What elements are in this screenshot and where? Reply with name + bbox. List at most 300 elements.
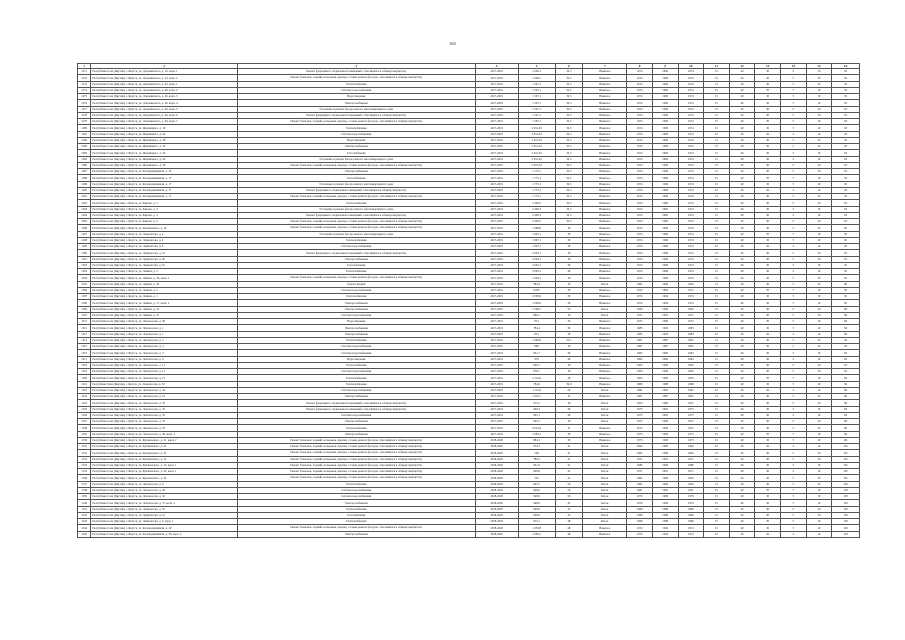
cell-row-index: 1345 (78, 531, 91, 537)
cell-area: 2 409,3 (518, 219, 555, 225)
cell-year-built: 1972 (627, 531, 653, 537)
cell-val-12: 40 (729, 412, 755, 418)
cell-period: 2017-2019 (475, 225, 518, 231)
cell-wear: 31 (555, 425, 583, 431)
registry-table (77, 63, 860, 538)
cell-wear: 39 (555, 419, 583, 425)
cell-val-12: 40 (729, 444, 755, 450)
cell-area: 2 631,29 (518, 150, 555, 156)
cell-area: 1 009,6 (518, 300, 555, 306)
cell-row-index: 1343 (78, 519, 91, 525)
cell-val-12: 40 (729, 337, 755, 343)
cell-val-11: 15 (704, 87, 730, 93)
cell-val-16: 93 (832, 169, 860, 175)
cell-year-repair: 1983 (652, 137, 678, 143)
cell-period: 2017-2019 (475, 425, 518, 431)
cell-val-14: 5 (780, 375, 806, 381)
cell-val-13: 30 (755, 500, 781, 506)
cell-address: Республика Саха (Якутия), г. Якутск, ул. Ленина, д. 30, корп. 2 (91, 275, 238, 281)
cell-row-index: 1307 (78, 294, 91, 300)
cell-val-15: 10 (806, 275, 832, 281)
column-number: 2 (91, 64, 238, 69)
cell-year-a: 1962 (678, 450, 704, 456)
cell-val-12: 40 (729, 206, 755, 212)
cell-year-built: 1972 (627, 525, 653, 531)
cell-val-14: 5 (780, 500, 806, 506)
cell-val-14: 5 (780, 75, 806, 81)
cell-val-15: 10 (806, 356, 832, 362)
cell-val-14: 5 (780, 412, 806, 418)
cell-area: 2 009,6 (518, 294, 555, 300)
cell-address: Республика Саха (Якутия), г. Якутск, ул. Дзержинского, д. 46, корп. 2 (91, 87, 238, 93)
cell-area: 9 697 (518, 287, 555, 293)
cell-wall-material: Нежилое (583, 319, 627, 325)
cell-area: 786,3 (518, 456, 555, 462)
cell-val-14: 5 (780, 344, 806, 350)
cell-val-13: 30 (755, 450, 781, 456)
cell-val-11: 15 (704, 512, 730, 518)
cell-work-type: Теплоснабжение (237, 294, 475, 300)
cell-val-15: 10 (806, 500, 832, 506)
cell-address: Республика Саха (Якутия), г. Якутск, ул. Дзержинского, д. 46, корп. 6 (91, 112, 238, 118)
cell-address: Республика Саха (Якутия), г. Якутск, ул. Ломоносова, д. 15 (91, 394, 238, 400)
cell-val-15: 10 (806, 69, 832, 75)
cell-year-a: 1979 (678, 494, 704, 500)
cell-year-built: 1974 (627, 244, 653, 250)
cell-val-14: 5 (780, 525, 806, 531)
cell-val-16: 93 (832, 175, 860, 181)
cell-period: 2017-2019 (475, 356, 518, 362)
cell-year-a: 1974 (678, 256, 704, 262)
cell-val-16: 95 (832, 231, 860, 237)
cell-year-a: 1974 (678, 225, 704, 231)
cell-year-a: 1974 (678, 275, 704, 281)
cell-val-15: 10 (806, 294, 832, 300)
cell-val-12: 40 (729, 519, 755, 525)
cell-val-12: 40 (729, 112, 755, 118)
cell-area: 784,4 (518, 325, 555, 331)
cell-val-15: 10 (806, 156, 832, 162)
cell-row-index: 1285 (78, 156, 91, 162)
cell-period: 2017-2019 (475, 281, 518, 287)
cell-year-built: 1968 (627, 381, 653, 387)
cell-val-11: 15 (704, 337, 730, 343)
cell-area: 1 597,1 (518, 81, 555, 87)
cell-wall-material: Нежилое (583, 425, 627, 431)
cell-val-13: 30 (755, 144, 781, 150)
cell-year-repair: 1988 (652, 381, 678, 387)
cell-row-index: 1276 (78, 100, 91, 106)
cell-address: Республика Саха (Якутия), г. Якутск, ул. Ломоносова, д. 35 (91, 425, 238, 431)
cell-val-15: 10 (806, 162, 832, 168)
cell-work-type: Электроснабжение (237, 306, 475, 312)
cell-val-16: 103 (832, 531, 860, 537)
cell-work-type: Ремонт балконов, лоджий, козырьков, крылец, а также ремонт фасадов, относящихся к общему имуществу (237, 437, 475, 443)
cell-val-12: 40 (729, 94, 755, 100)
cell-year-a: 1974 (678, 194, 704, 200)
cell-val-13: 30 (755, 112, 781, 118)
cell-period: 2017-2019 (475, 100, 518, 106)
cell-val-11: 15 (704, 356, 730, 362)
cell-val-11: 15 (704, 450, 730, 456)
cell-val-11: 15 (704, 125, 730, 131)
cell-row-index: 1310 (78, 312, 91, 318)
cell-row-index: 1312 (78, 325, 91, 331)
cell-work-type: Теплоснабжение (237, 519, 475, 525)
cell-area: 1 597,1 (518, 112, 555, 118)
cell-row-index: 1321 (78, 381, 91, 387)
cell-year-built: 1974 (627, 237, 653, 243)
cell-period: 2017-2019 (475, 200, 518, 206)
cell-val-14: 5 (780, 369, 806, 375)
cell-wall-material: Нежилое (583, 100, 627, 106)
cell-year-repair: 1983 (652, 144, 678, 150)
cell-period: 2017-2019 (475, 331, 518, 337)
cell-wear: 39 (555, 350, 583, 356)
cell-val-12: 40 (729, 356, 755, 362)
cell-wear: 39 (555, 344, 583, 350)
cell-wear: 32,5 (555, 137, 583, 143)
cell-val-12: 40 (729, 469, 755, 475)
cell-address: Республика Саха (Якутия), г. Якутск, ул. Ленина, д. 41 (91, 312, 238, 318)
cell-val-16: 92 (832, 362, 860, 368)
cell-val-13: 30 (755, 225, 781, 231)
cell-val-13: 30 (755, 444, 781, 450)
cell-val-16: 93 (832, 200, 860, 206)
cell-area: 1 096,1 (518, 75, 555, 81)
cell-year-a: 1971 (678, 312, 704, 318)
cell-work-type: Теплоснабжение (237, 362, 475, 368)
cell-val-12: 40 (729, 225, 755, 231)
cell-period: 2017-2019 (475, 237, 518, 243)
cell-val-14: 5 (780, 269, 806, 275)
cell-val-16: 93 (832, 137, 860, 143)
cell-wear: 48 (555, 525, 583, 531)
cell-address: Республика Саха (Якутия), г. Якутск, ул. Ломоносова, д. 35 (91, 400, 238, 406)
cell-year-a: 1962 (678, 481, 704, 487)
cell-val-11: 15 (704, 219, 730, 225)
cell-val-14: 5 (780, 206, 806, 212)
cell-year-a: 1974 (678, 81, 704, 87)
cell-period: 2017-2019 (475, 137, 518, 143)
cell-val-11: 15 (704, 256, 730, 262)
cell-year-a: 1974 (678, 156, 704, 162)
cell-val-16: 101 (832, 444, 860, 450)
cell-work-type: Теплоснабжение (237, 237, 475, 243)
cell-val-16: 84 (832, 381, 860, 387)
cell-wall-material: Нежилое (583, 131, 627, 137)
cell-year-repair: 1993 (652, 325, 678, 331)
cell-period: 2018-2020 (475, 512, 518, 518)
cell-period: 2017-2019 (475, 150, 518, 156)
cell-wall-material: Нежилое (583, 144, 627, 150)
cell-val-15: 10 (806, 362, 832, 368)
cell-work-type: Утепление и ремонт фасада жилого многоквартирного дома (237, 231, 475, 237)
cell-area: 2 003,1 (518, 262, 555, 268)
cell-address: Республика Саха (Якутия), г. Якутск, ул. Кирова, д. 3 (91, 200, 238, 206)
cell-val-14: 5 (780, 325, 806, 331)
cell-year-built: 1983 (627, 325, 653, 331)
cell-year-a: 1974 (678, 250, 704, 256)
cell-year-repair: 1982 (652, 319, 678, 325)
cell-wear: 48 (555, 519, 583, 525)
cell-val-13: 30 (755, 469, 781, 475)
cell-val-11: 15 (704, 500, 730, 506)
cell-val-13: 30 (755, 219, 781, 225)
cell-wear: 41 (555, 469, 583, 475)
cell-area: 2 631,29 (518, 144, 555, 150)
cell-period: 2017-2019 (475, 431, 518, 437)
cell-wear: 48 (555, 531, 583, 537)
cell-year-a: 1974 (678, 219, 704, 225)
cell-val-11: 15 (704, 506, 730, 512)
cell-year-built: 1979 (627, 494, 653, 500)
cell-val-16: 93 (832, 187, 860, 193)
cell-year-repair: 1982 (652, 112, 678, 118)
cell-val-12: 40 (729, 194, 755, 200)
cell-val-16: 95 (832, 250, 860, 256)
cell-val-14: 5 (780, 456, 806, 462)
cell-val-14: 5 (780, 231, 806, 237)
cell-val-12: 40 (729, 506, 755, 512)
cell-period: 2017-2019 (475, 162, 518, 168)
cell-period: 2018-2020 (475, 519, 518, 525)
cell-year-built: 1975 (627, 406, 653, 412)
cell-year-built: 1974 (627, 256, 653, 262)
cell-wall-material: Нежилое (583, 162, 627, 168)
cell-work-type: Ремонт балконов, лоджий, козырьков, крылец, а также ремонт фасадов, относящихся к общему имуществу (237, 525, 475, 531)
cell-year-built: 1962 (627, 481, 653, 487)
cell-year-repair: 1995 (652, 406, 678, 412)
cell-year-built: 1974 (627, 137, 653, 143)
cell-address: Республика Саха (Якутия), г. Якутск, ул. Каландаришвили, д. 17 (91, 175, 238, 181)
cell-row-index: 1326 (78, 412, 91, 418)
cell-wall-material: Нежилое (583, 256, 627, 262)
cell-area: 876 (518, 356, 555, 362)
cell-wear: 32,5 (555, 219, 583, 225)
cell-row-index: 1334 (78, 462, 91, 468)
cell-work-type: Электроснабжение (237, 331, 475, 337)
cell-work-type: Электроснабжение (237, 419, 475, 425)
cell-year-a: 1965 (678, 350, 704, 356)
cell-wear: 32,5 (555, 194, 583, 200)
cell-row-index: 1341 (78, 506, 91, 512)
cell-area: 1 597,1 (518, 94, 555, 100)
cell-period: 2017-2019 (475, 262, 518, 268)
cell-val-14: 5 (780, 319, 806, 325)
cell-year-repair: 1985 (652, 400, 678, 406)
cell-year-built: 1961 (627, 487, 653, 493)
cell-period: 2017-2019 (475, 275, 518, 281)
cell-address: Республика Саха (Якутия), г. Якутск, ул. Жорницкого, д. 30 (91, 144, 238, 150)
cell-row-index: 1311 (78, 319, 91, 325)
cell-wall-material: Нежилое (583, 287, 627, 293)
cell-val-13: 30 (755, 525, 781, 531)
cell-val-12: 40 (729, 425, 755, 431)
cell-val-14: 5 (780, 187, 806, 193)
cell-row-index: 1336 (78, 475, 91, 481)
cell-val-13: 30 (755, 400, 781, 406)
cell-work-type: Теплоснабжение (237, 375, 475, 381)
cell-wall-material: Бетон (583, 406, 627, 412)
cell-val-13: 30 (755, 94, 781, 100)
cell-work-type: Ремонт фундамента, подвальных помещений, относящихся к общему имуществу (237, 187, 475, 193)
cell-wall-material: Нежилое (583, 206, 627, 212)
cell-period: 2018-2020 (475, 437, 518, 443)
cell-val-15: 10 (806, 300, 832, 306)
cell-wall-material: Нежилое (583, 219, 627, 225)
cell-address: Республика Саха (Якутия), г. Якутск, ул. Ломоносова, д. 35 (91, 406, 238, 412)
cell-year-a: 1974 (678, 87, 704, 93)
cell-year-built: 1974 (627, 94, 653, 100)
cell-val-11: 15 (704, 175, 730, 181)
cell-val-15: 10 (806, 137, 832, 143)
cell-year-built: 1963 (627, 362, 653, 368)
cell-val-13: 30 (755, 337, 781, 343)
cell-val-11: 15 (704, 437, 730, 443)
cell-val-12: 40 (729, 156, 755, 162)
cell-val-16: 95 (832, 269, 860, 275)
cell-val-13: 30 (755, 425, 781, 431)
cell-year-built: 1973 (627, 437, 653, 443)
table-body (78, 69, 860, 538)
cell-year-repair: 1996 (652, 244, 678, 250)
cell-val-11: 15 (704, 462, 730, 468)
cell-area: 1 009,6 (518, 337, 555, 343)
cell-wall-material: Нежилое (583, 75, 627, 81)
cell-work-type: Водоотведение (237, 356, 475, 362)
cell-val-16: 84 (832, 319, 860, 325)
cell-val-11: 15 (704, 287, 730, 293)
cell-wear: 32,5 (555, 131, 583, 137)
cell-row-index: 1308 (78, 300, 91, 306)
cell-wall-material: Нежилое (583, 269, 627, 275)
cell-year-built: 1974 (627, 162, 653, 168)
cell-year-built: 1979 (627, 500, 653, 506)
cell-period: 2017-2019 (475, 406, 518, 412)
cell-year-a: 1971 (678, 456, 704, 462)
cell-year-a: 1967 (678, 337, 704, 343)
cell-val-13: 30 (755, 362, 781, 368)
cell-year-a: 1972 (678, 287, 704, 293)
cell-wear: 39 (555, 437, 583, 443)
cell-wall-material: Нежилое (583, 69, 627, 75)
cell-val-15: 10 (806, 269, 832, 275)
cell-period: 2017-2019 (475, 212, 518, 218)
cell-wear: 32,5 (555, 175, 583, 181)
cell-wall-material: Нежилое (583, 300, 627, 306)
cell-address: Республика Саха (Якутия), г. Якутск, ул. Кулаковского, д. 21, корп. 2 (91, 437, 238, 443)
cell-val-13: 30 (755, 156, 781, 162)
cell-val-11: 15 (704, 144, 730, 150)
cell-val-16: 93 (832, 212, 860, 218)
cell-year-built: 1971 (627, 456, 653, 462)
cell-address: Республика Саха (Якутия), г. Якутск, ул. Дзержинского, д. 19, корп. 2 (91, 75, 238, 81)
cell-val-14: 5 (780, 350, 806, 356)
cell-val-15: 10 (806, 394, 832, 400)
cell-year-a: 1974 (678, 162, 704, 168)
cell-val-11: 15 (704, 244, 730, 250)
cell-wall-material: Нежилое (583, 237, 627, 243)
cell-year-a: 1972 (678, 319, 704, 325)
cell-area: 1 775,1 (518, 175, 555, 181)
cell-val-14: 5 (780, 212, 806, 218)
cell-wall-material: Нежилое (583, 175, 627, 181)
cell-wall-material: Нежилое (583, 231, 627, 237)
cell-val-16: 84 (832, 431, 860, 437)
cell-work-type: Утепление и ремонт фасада жилого многоквартирного дома (237, 106, 475, 112)
cell-work-type: Система водоснабжения (237, 494, 475, 500)
cell-val-13: 30 (755, 344, 781, 350)
cell-wall-material: Бетон (583, 481, 627, 487)
cell-val-12: 40 (729, 362, 755, 368)
cell-area: 948,6 (518, 487, 555, 493)
cell-period: 2017-2019 (475, 112, 518, 118)
cell-val-16: 93 (832, 162, 860, 168)
cell-wall-material: Бетон (583, 475, 627, 481)
cell-work-type: Ремонт балконов, лоджий, козырьков, крылец, а также ремонт фасадов, относящихся к общему имуществу (237, 119, 475, 125)
cell-address: Республика Саха (Якутия), г. Якутск, ул. Кулаковского, д. 25, корп. 1 (91, 462, 238, 468)
cell-val-13: 30 (755, 319, 781, 325)
cell-val-15: 10 (806, 475, 832, 481)
cell-val-14: 5 (780, 381, 806, 387)
cell-area: 2 409,3 (518, 212, 555, 218)
cell-year-a: 1974 (678, 175, 704, 181)
cell-val-11: 15 (704, 212, 730, 218)
cell-period: 2017-2019 (475, 169, 518, 175)
cell-year-repair: 1987 (652, 394, 678, 400)
cell-val-13: 30 (755, 481, 781, 487)
cell-work-type: Теплоснабжение (237, 506, 475, 512)
cell-address: Республика Саха (Якутия), г. Якутск, ул. Ломоносова, д. 39 (91, 319, 238, 325)
cell-year-built: 1967 (627, 337, 653, 343)
cell-val-11: 15 (704, 519, 730, 525)
cell-val-15: 10 (806, 450, 832, 456)
cell-work-type: Ремонт балконов, лоджий, козырьков, крылец, а также ремонт фасадов, относящихся к общему имуществу (237, 462, 475, 468)
cell-row-index: 1274 (78, 87, 91, 93)
cell-address: Республика Саха (Якутия), г. Якутск, ул. Ломоносова, д. 9 (91, 356, 238, 362)
cell-address: Республика Саха (Якутия), г. Якутск, ул. Кулаковского, д. 24, корп. 1 (91, 469, 238, 475)
cell-row-index: 1293 (78, 206, 91, 212)
cell-row-index: 1328 (78, 425, 91, 431)
cell-address: Республика Саха (Якутия), г. Якутск, ул. Дзержинского, д. 46, корп. 7 (91, 119, 238, 125)
cell-year-repair: 1983 (652, 369, 678, 375)
cell-val-12: 40 (729, 387, 755, 393)
cell-val-16: 84 (832, 400, 860, 406)
cell-wall-material: Нежилое (583, 275, 627, 281)
cell-val-11: 15 (704, 112, 730, 118)
cell-wear: 30 (555, 312, 583, 318)
cell-wear: 30 (555, 281, 583, 287)
cell-year-a: 1974 (678, 144, 704, 150)
cell-area: 945,1 (518, 419, 555, 425)
cell-val-15: 10 (806, 237, 832, 243)
cell-period: 2017-2019 (475, 81, 518, 87)
column-number: 15 (806, 64, 832, 69)
cell-val-15: 10 (806, 225, 832, 231)
cell-area: 2 409,3 (518, 206, 555, 212)
cell-period: 2017-2019 (475, 106, 518, 112)
cell-year-repair: 1984 (652, 187, 678, 193)
cell-val-11: 15 (704, 250, 730, 256)
cell-period: 2018-2020 (475, 481, 518, 487)
cell-val-15: 10 (806, 469, 832, 475)
cell-row-index: 1298 (78, 237, 91, 243)
cell-val-13: 30 (755, 394, 781, 400)
cell-val-12: 40 (729, 312, 755, 318)
cell-wear: 32,5 (555, 87, 583, 93)
cell-val-11: 15 (704, 375, 730, 381)
